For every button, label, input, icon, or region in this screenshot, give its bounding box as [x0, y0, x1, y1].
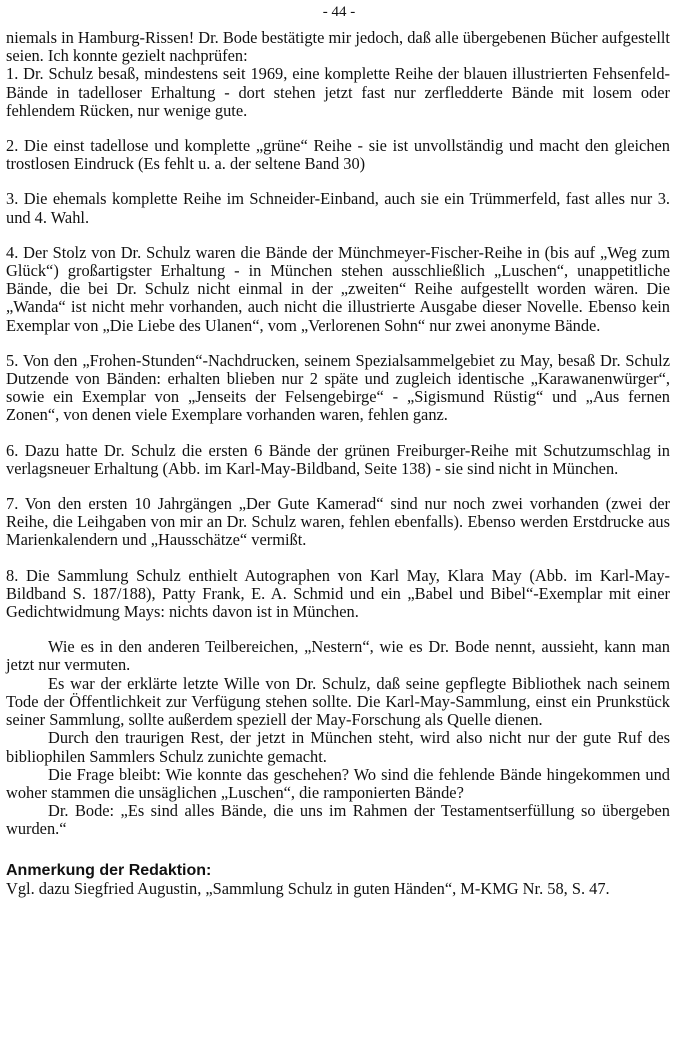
list-item-2: 2. Die einst tadellose und komplette „grüne“ Reihe - sie ist unvollständig und macht den gleichen trostlosen Eindruck (Es fehlt u. a. der seltene Band 30) [6, 136, 670, 174]
list-item-6: 6. Dazu hatte Dr. Schulz die ersten 6 Bände der grünen Freiburger-Reihe mit Schutzumschlag in verlagsneuer Erhaltung (Abb. im Karl-May-Bildband, Seite 138) - sie sind nicht in München. [6, 440, 670, 478]
article-body [6, 29, 670, 898]
body-paragraph: Wie es in den anderen Teilbereichen, „Nestern“, wie es Dr. Bode nennt, aussieht, kann man jetzt nur vermuten. [6, 637, 670, 675]
page-number: - 44 - [322, 4, 356, 20]
body-paragraph: Es war der erklärte letzte Wille von Dr. Schulz, daß seine gepflegte Bibliothek nach seinem Tode der Öffentlichkeit zur Verfügung stehen sollte. Die Karl-May-Sammlung, einst ein Prunkstück seiner Sammlung, sollte außerdem speziell der May-Forschung als Quelle dienen. [6, 673, 670, 730]
intro-paragraph: niemals in Hamburg-Rissen! Dr. Bode bestätigte mir jedoch, daß alle übergebenen Bücher aufgestellt seien. Ich konnte gezielt nachprüfen: [6, 28, 670, 66]
quote-paragraph: Dr. Bode: „Es sind alles Bände, die uns im Rahmen der Testamentserfüllung so übergeben wurden.“ [6, 801, 670, 839]
list-item-4: 4. Der Stolz von Dr. Schulz waren die Bände der Münchmeyer-Fischer-Reihe in (bis auf „Weg zum Glück“) großartigster Erhaltung - in München stehen ausschließlich „Luschen“, unappetitliche Bände, die bei Dr. Schulz nicht einmal in der „zweiten“ Reihe aufgestellt worden wären. Die „Wanda“ ist nicht mehr vorhanden, auch nicht die illustrierte Ausgabe dieser Novelle. Ebenso kein Exemplar von „Die Liebe des Ulanen“, vom „Verlorenen Sohn“ nur zwei anonyme Bände. [6, 242, 670, 335]
list-item-8: 8. Die Sammlung Schulz enthielt Autographen von Karl May, Klara May (Abb. im Karl-May-Bildband S. 187/188), Patty Frank, E. A. Schmid und ein „Babel und Bibel“-Exemplar mit einer Gedichtwidmung Mays: nichts davon ist in München. [6, 565, 670, 622]
list-item-1: 1. Dr. Schulz besaß, mindestens seit 1969, eine komplette Reihe der blauen illustrierten Fehsenfeld-Bände in tadelloser Erhaltung - dort stehen jetzt fast nur zerfledderte Bände mit losem oder fehlendem Rücken, nur wenige gute. [6, 64, 670, 120]
editorial-note-text: Vgl. dazu Siegfried Augustin, „Sammlung Schulz in guten Händen“, M-KMG Nr. 58, S. 47. [6, 878, 610, 898]
list-item-7: 7. Von den ersten 10 Jahrgängen „Der Gute Kamerad“ sind nur noch zwei vorhanden (zwei der Reihe, die Leihgaben von mir an Dr. Schulz waren, fehlen ebenfalls). Ebenso werden Erstdrucke aus Marienkalendern und „Hausschätze“ vermißt. [6, 494, 670, 550]
editorial-note-heading: Anmerkung der Redaktion: [6, 861, 212, 879]
list-item-5: 5. Von den „Frohen-Stunden“-Nachdrucken, seinem Spezialsammelgebiet zu May, besaß Dr. Schulz Dutzende von Bänden: erhalten blieben nur 2 späte und zugleich identische „Karawanenwürger“, sowie ein Exemplar von „Jenseits der Felsengebirge“ - „Sigismund Rüstig“ und „Aus fernen Zonen“, von denen viele Exemplare vorhanden waren, fehlen ganz. [6, 350, 670, 425]
body-paragraph: Die Frage bleibt: Wie konnte das geschehen? Wo sind die fehlende Bände hingekommen und woher stammen die unsäglichen „Luschen“, die ramponierten Bände? [6, 764, 670, 802]
list-item-3: 3. Die ehemals komplette Reihe im Schneider-Einband, auch sie ein Trümmerfeld, fast alles nur 3. und 4. Wahl. [6, 189, 670, 227]
body-paragraph: Durch den traurigen Rest, der jetzt in München steht, wird also nicht nur der gute Ruf des bibliophilen Sammlers Schulz zunichte gemacht. [6, 728, 670, 766]
